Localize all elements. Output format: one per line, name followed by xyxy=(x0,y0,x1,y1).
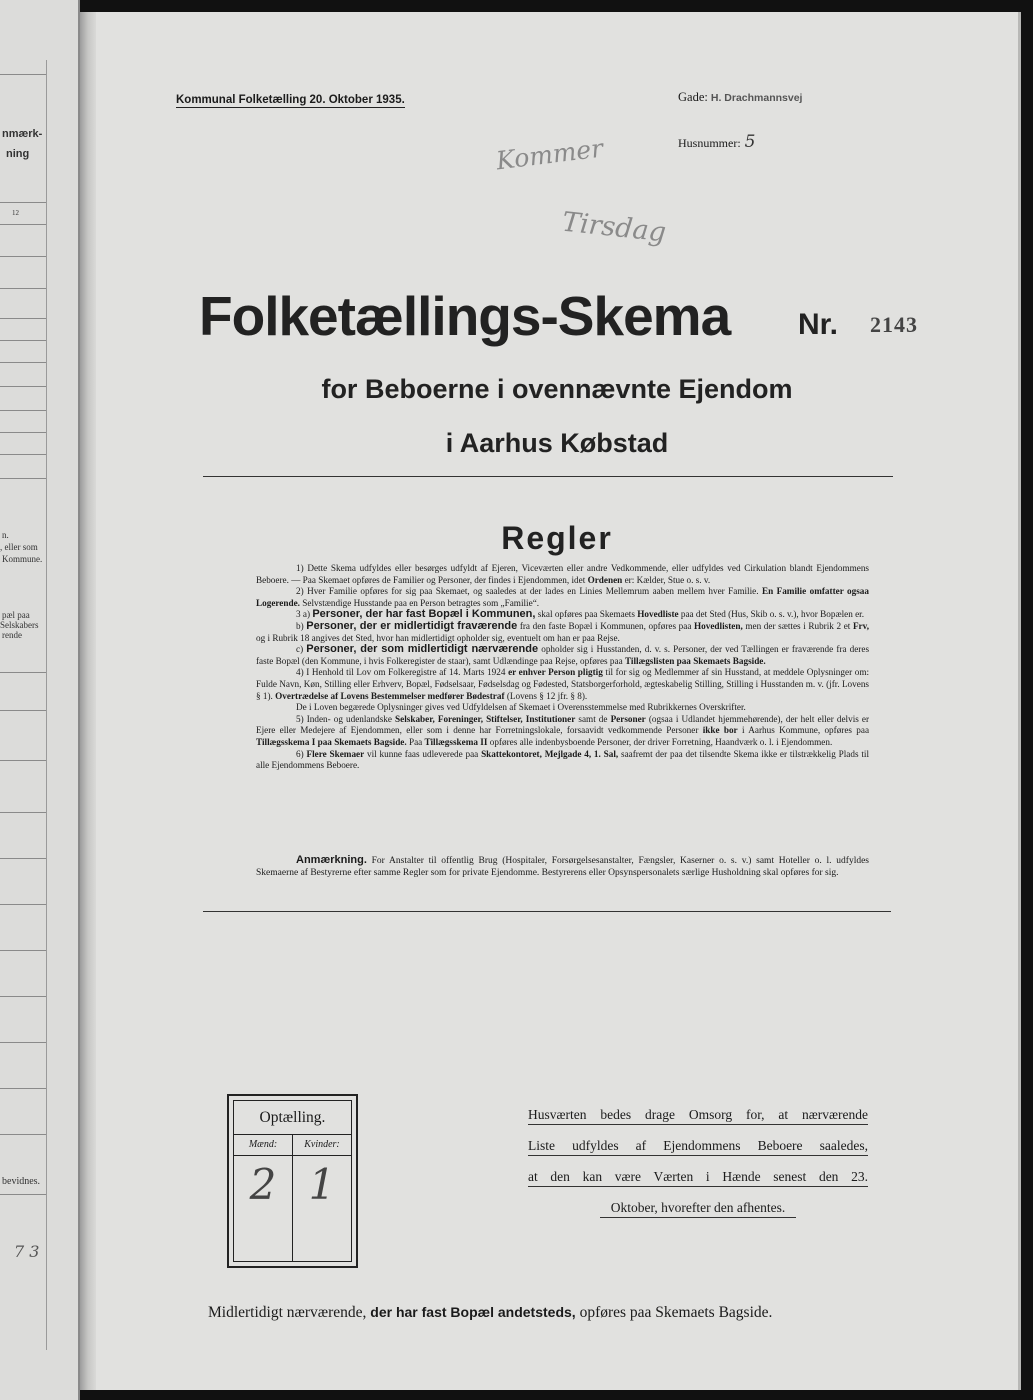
rule-line xyxy=(0,410,46,411)
count-box xyxy=(227,1094,358,1268)
left-heading-2: ning xyxy=(6,148,30,160)
left-col-number: 12 xyxy=(12,209,19,217)
rules-heading: Regler xyxy=(501,520,613,556)
rule-line xyxy=(0,432,46,433)
rule-line xyxy=(0,672,46,673)
rule-line xyxy=(0,1194,46,1195)
rules-text xyxy=(256,563,869,772)
rule-4-note: De i Loven begærede Oplysninger gives ved Udfyldelsen af Skemaet i Overensstemmelse med Rubrikkernes Overskrifter. xyxy=(296,702,746,713)
street-field xyxy=(678,90,802,105)
adjacent-page-fragment xyxy=(0,0,80,1400)
women-label: Kvinder: xyxy=(293,1135,351,1156)
rule-line xyxy=(0,318,46,319)
rule-line xyxy=(0,454,46,455)
rule-line xyxy=(0,202,46,203)
rule-3a: 3 a) Personer, der har fast Bopæl i Kommunen, skal opføres paa Skemaets Hovedliste paa det Sted (Hus, Skib o. s. v.), hvor Bopælen er. xyxy=(296,608,865,621)
form-title: Folketællings-Skema xyxy=(199,285,731,347)
column-divider xyxy=(46,60,47,1350)
rule-line xyxy=(0,812,46,813)
rule-line xyxy=(0,340,46,341)
landlord-notice xyxy=(528,1106,868,1230)
rule-6: 6) Flere Skemaer vil kunne faas udleverede paa Skattekontoret, Mejlgade 4, 1. Sal, saafremt der paa det tilsendte Skema ikke er tilstrækkelig Plads til alle Ejendommens Beboere. xyxy=(256,748,869,771)
remark-label: Anmærkning. xyxy=(296,854,367,866)
left-handwriting: 7 3 xyxy=(14,1242,40,1261)
rule-line xyxy=(0,1088,46,1089)
men-column xyxy=(234,1135,292,1261)
census-label: Kommunal Folketælling 20. Oktober 1935. xyxy=(176,94,405,106)
left-note-1c: Kommune. xyxy=(2,554,43,564)
left-note-2c: rende xyxy=(2,630,22,640)
men-count: 2 xyxy=(249,1160,277,1209)
left-heading-1: nmærk- xyxy=(2,128,43,140)
notice-line-2: Liste udfyldes af Ejendommens Beboere saaledes, xyxy=(528,1137,868,1156)
rule-line xyxy=(0,858,46,859)
remark-note xyxy=(256,854,869,879)
house-number-value: 5 xyxy=(744,132,756,152)
rule-line xyxy=(0,904,46,905)
rule-3c: c) Personer, der som midlertidigt nærværende opholder sig i Husstanden, d. v. s. Personer, der ved Tællingen er fraværende fra deres faste Bopæl (den Kommune, i hvis Folkeregister de staar), samt Udlændinge paa Rejse, opføres paa Tillægslisten paa Skemaets Bagside. xyxy=(256,643,870,666)
left-note-2b: Selskabers xyxy=(0,620,39,630)
women-column xyxy=(292,1135,351,1261)
left-bottom-text: bevidnes. xyxy=(2,1176,41,1187)
handwritten-note-day: Tirsdag xyxy=(560,206,668,249)
notice-line-1: Husværten bedes drage Omsorg for, at nærværende xyxy=(528,1106,868,1125)
handwritten-note-kommer: Kommer xyxy=(494,133,605,176)
street-label: Gade: xyxy=(678,90,708,104)
left-note-1b: , eller som xyxy=(0,542,38,552)
rule-line xyxy=(0,288,46,289)
subtitle-city: i Aarhus Købstad xyxy=(445,428,669,458)
count-title: Optælling. xyxy=(234,1101,351,1135)
rule-line xyxy=(0,224,46,225)
men-label: Mænd: xyxy=(234,1135,292,1156)
census-form-page xyxy=(96,12,1021,1390)
house-number-field xyxy=(678,132,756,152)
rule-5: 5) Inden- og udenlandske Selskaber, Foreninger, Stiftelser, Institutioner samt de Personer (ogsaa i Udlandet hjemmehørende), der helt eller delvis er Ejere eller Medejere af Ejendommen, eller som i denne har Forretningslokale, forsaavidt vedkommende Personer ikke bor i Aarhus Kommune, opføres paa Tillægsskema I paa Skemaets Bagside. Paa Tillægsskema II opføres alle indenbysboende Personer, der driver Forretning, Haandværk o. l. i Ejendommen. xyxy=(256,713,870,747)
rule-line xyxy=(0,386,46,387)
left-note-1a: n. xyxy=(2,530,9,540)
house-number-label: Husnummer: xyxy=(678,136,741,150)
book-binding xyxy=(80,12,96,1390)
left-note-2a: pæl paa xyxy=(2,610,30,620)
subtitle-residents: for Beboerne i ovennævnte Ejendom xyxy=(321,374,793,404)
form-number-value: 2143 xyxy=(870,312,918,337)
remark-text: For Anstalter til offentlig Brug (Hospitaler, Forsørgelsesanstalter, Fængsler, Kaserner o. s. v.) samt Hoteller o. l. udfyldes Skemaerne af Bestyrerne efter samme Regler som for private Ejendomme. Bestyrerens eller Opsynspersonalets særlige Husholdning skal opføres for sig. xyxy=(256,856,869,878)
rule-line xyxy=(0,478,46,479)
rule-line xyxy=(0,256,46,257)
notice-line-4: Oktober, hvorefter den afhentes. xyxy=(600,1199,796,1218)
rule-line xyxy=(0,362,46,363)
rule-3b: b) Personer, der er midlertidigt fraværende fra den faste Bopæl i Kommunen, opføres paa Hovedlisten, men der sættes i Rubrik 2 et Frv, og i Rubrik 18 angives det Sted, hvor han midlertidigt opholder sig, eventuelt om han er paa Rejse. xyxy=(256,619,870,643)
rule-2: 2) Hver Familie opføres for sig paa Skemaet, og saaledes at der lades en Linies Mellemrum aaben mellem hver Familie. En Familie omfatter ogsaa Logerende. Selvstændige Husstande paa en Person betragtes som „Familie“. xyxy=(256,586,869,608)
form-number-label: Nr. xyxy=(798,308,839,341)
rule-line xyxy=(0,710,46,711)
women-count: 1 xyxy=(308,1160,336,1209)
rule-4: 4) I Henhold til Lov om Folkeregistre af 14. Marts 1924 er enhver Person pligtig til for sig og Medlemmer af sin Husstand, at meddele Oplysninger om: Fulde Navn, Køn, Stilling eller Erhverv, Bopæl, Fødselsaar, Fødselsdag og Fødested, Statsborgerforhold, ægteskabelig Stilling, Stilling i Husstanden m. v. (jfr. Lovens § 1). Overtrædelse af Lovens Bestemmelser medfører Bødestraf (Lovens § 12 jfr. § 8). xyxy=(256,667,870,701)
footer-instruction: Midlertidigt nærværende, der har fast Bopæl andetsteds, opføres paa Skemaets Bagside. xyxy=(208,1304,773,1321)
rule-line xyxy=(0,1134,46,1135)
notice-line-3: at den kan være Værten i Hænde senest den 23. xyxy=(528,1168,868,1187)
rule-line xyxy=(0,950,46,951)
divider-bottom xyxy=(203,911,891,912)
rule-line xyxy=(0,1042,46,1043)
street-value: H. Drachmannsvej xyxy=(710,92,803,104)
divider-top xyxy=(203,476,893,477)
rule-line xyxy=(0,996,46,997)
rule-line xyxy=(0,760,46,761)
rule-1: 1) Dette Skema udfyldes eller besørges udfyldt af Ejeren, Viceværten eller andre Vedkommende, eller udfyldes ved Cirkulation blandt Ejendommens Beboere. — Paa Skemaet opføres de Familier og Personer, der findes i Ejendommen, idet Ordenen er: Kælder, Stue o. s. v. xyxy=(256,563,869,585)
rule-line xyxy=(0,74,46,75)
